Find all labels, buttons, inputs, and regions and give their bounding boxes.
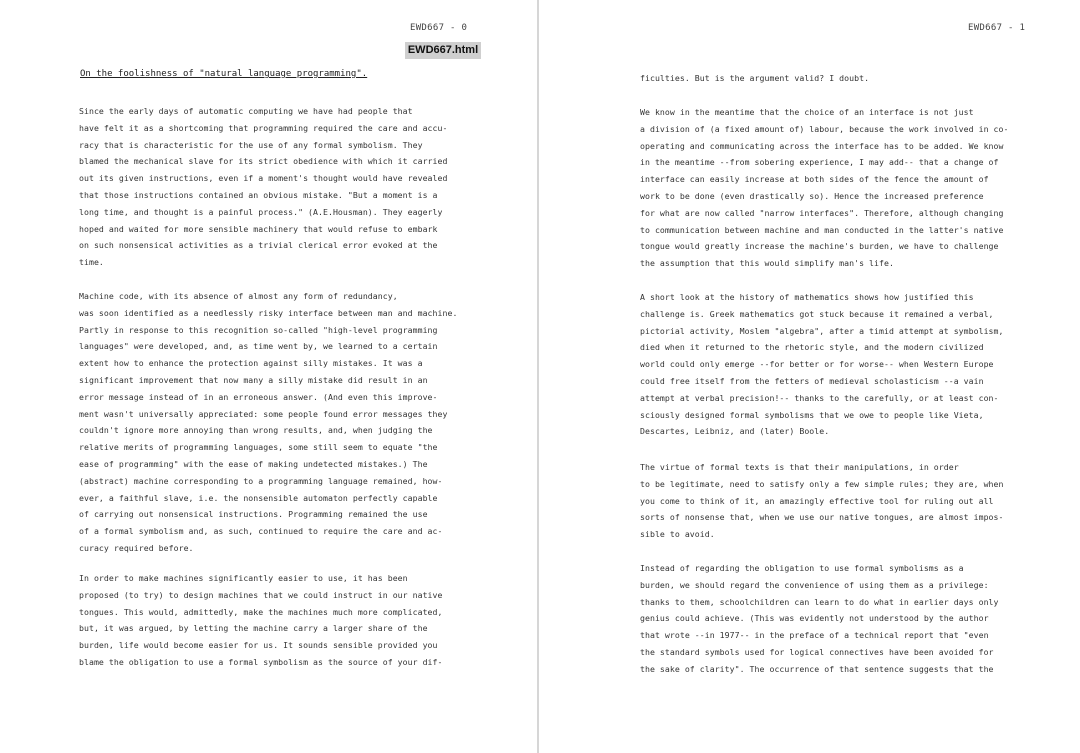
text-line: out its given instructions, even if a moment's thought would have revealed	[79, 173, 448, 184]
text-line: the standard symbols used for logical connectives have been avoided for	[640, 646, 994, 657]
text-line: tongue would greatly increase the machine's burden, we have to challenge	[640, 241, 999, 252]
text-line: died when it returned to the rhetoric style, and the modern civilized	[640, 342, 984, 353]
text-line: Machine code, with its absence of almost any form of redundancy,	[79, 291, 398, 301]
text-line: the assumption that this would simplify man's life.	[640, 258, 894, 269]
text-line: blame the obligation to use a formal symbolism as the source of your dif-	[79, 656, 443, 667]
text-line: Instead of regarding the obligation to use formal symbolisms as a	[640, 563, 964, 573]
text-line: attempt at verbal precision!-- thanks to the carefully, or at least con-	[640, 392, 999, 403]
text-line: genius could achieve. (This was evidently not understood by the author	[640, 613, 989, 624]
text-line: interface can easily increase at both sides of the fence the amount of	[640, 174, 989, 185]
text-line: We know in the meantime that the choice of an interface is not just	[640, 107, 974, 117]
text-line: a division of (a fixed amount of) labour, because the work involved in co-	[640, 123, 1009, 134]
text-line: sible to avoid.	[640, 529, 715, 540]
text-line: world could only emerge --for better or for worse-- when Western Europe	[640, 359, 994, 370]
paragraph	[640, 459, 1004, 543]
text-line: on such nonsensical activities as a trivial clerical error evoked at the	[79, 240, 438, 251]
text-line: was soon identified as a needlessly risky interface between man and machine.	[79, 307, 458, 318]
page-divider	[537, 0, 539, 753]
text-line: A short look at the history of mathematics shows how justified this	[640, 292, 974, 302]
left-page	[0, 0, 538, 753]
page-number: EWD667 - 1	[968, 23, 1026, 33]
text-line: of a formal symbolism and, as such, continued to require the care and ac-	[79, 526, 443, 537]
text-line: Descartes, Leibniz, and (later) Boole.	[640, 426, 830, 437]
text-line: curacy required before.	[79, 542, 194, 553]
paragraph	[79, 570, 443, 671]
paragraph	[640, 70, 869, 87]
text-line: but, it was argued, by letting the machine carry a larger share of the	[79, 623, 428, 634]
paragraph	[640, 289, 1004, 440]
paragraph	[640, 560, 999, 678]
text-line: long time, and thought is a painful process." (A.E.Housman). They eagerly	[79, 206, 443, 217]
text-line: ever, a faithful slave, i.e. the nonsensible automaton perfectly capable	[79, 492, 438, 503]
text-line: Partly in response to this recognition so-called "high-level programming	[79, 324, 438, 335]
file-name-label: EWD667.html	[405, 42, 481, 59]
text-line: pictorial activity, Moslem "algebra", after a timid attempt at symbolism,	[640, 325, 1004, 336]
text-line: couldn't ignore more annoying than wrong results, and, when judging the	[79, 425, 433, 436]
text-line: could free itself from the fetters of medieval scholasticism --a vain	[640, 375, 984, 386]
paragraph	[79, 288, 457, 557]
text-line: thanks to them, schoolchildren can learn to do what in earlier days only	[640, 596, 999, 607]
text-line: languages" were developed, and, as time went by, we learned to a certain	[79, 341, 438, 352]
text-line: Since the early days of automatic computing we have had people that	[79, 106, 413, 116]
text-line: work to be done (even drastically so). Hence the increased preference	[640, 190, 984, 201]
text-line: to be legitimate, need to satisfy only a few simple rules; they are, when	[640, 478, 1004, 489]
text-line: The virtue of formal texts is that their manipulations, in order	[640, 462, 959, 472]
text-line: burden, we should regard the convenience of using them as a privilege:	[640, 579, 989, 590]
text-line: (abstract) machine corresponding to a programming language remained, how-	[79, 475, 443, 486]
right-page	[540, 0, 1080, 753]
text-line: burden, life would become easier for us. It sounds sensible provided you	[79, 640, 438, 651]
paragraph	[640, 104, 1008, 272]
text-line: in the meantime --from sobering experience, I may add-- that a change of	[640, 157, 999, 168]
text-line: challenge is. Greek mathematics got stuck because it remained a verbal,	[640, 308, 994, 319]
text-line: of carrying out nonsensical instructions. Programming remained the use	[79, 509, 428, 520]
document-title: On the foolishness of "natural language programming".	[80, 69, 368, 79]
text-line: ficulties. But is the argument valid? I doubt.	[640, 73, 870, 83]
text-line: that wrote --in 1977-- in the preface of a technical report that "even	[640, 630, 989, 641]
text-line: that those instructions contained an obvious mistake. "But a moment is a	[79, 189, 438, 200]
text-line: In order to make machines significantly easier to use, it has been	[79, 573, 408, 583]
text-line: hoped and waited for more sensible machinery that would refuse to embark	[79, 223, 438, 234]
text-line: to communication between machine and man conducted in the latter's native	[640, 224, 1004, 235]
text-line: proposed (to try) to design machines that we could instruct in our native	[79, 589, 443, 600]
text-line: time.	[79, 257, 104, 268]
text-line: for what are now called "narrow interfaces". Therefore, although changing	[640, 207, 1004, 218]
text-line: relative merits of programming languages, some still seem to equate "the	[79, 442, 438, 453]
text-line: tongues. This would, admittedly, make the machines much more complicated,	[79, 606, 443, 617]
text-line: sciously designed formal symbolisms that we owe to people like Vieta,	[640, 409, 984, 420]
text-line: blamed the mechanical slave for its strict obedience with which it carried	[79, 156, 448, 167]
text-line: the sake of clarity". The occurrence of that sentence suggests that the	[640, 663, 994, 674]
page-number: EWD667 - 0	[410, 23, 468, 33]
text-line: ment wasn't universally appreciated: some people found error messages they	[79, 408, 448, 419]
text-line: you come to think of it, an amazingly effective tool for ruling out all	[640, 495, 994, 506]
text-line: racy that is characteristic for the use of any formal symbolism. They	[79, 139, 423, 150]
text-line: sorts of nonsense that, when we use our native tongues, are almost impos-	[640, 512, 1004, 523]
text-line: have felt it as a shortcoming that programming required the care and accu-	[79, 122, 448, 133]
text-line: significant improvement that now many a silly mistake did result in an	[79, 374, 428, 385]
text-line: extent how to enhance the protection against silly mistakes. It was a	[79, 358, 423, 369]
text-line: ease of programming" with the ease of making undetected mistakes.) The	[79, 458, 428, 469]
text-line: error message instead of in an erroneous answer. (And even this improve-	[79, 391, 438, 402]
text-line: operating and communicating across the interface has to be added. We know	[640, 140, 1004, 151]
paragraph	[79, 103, 447, 271]
